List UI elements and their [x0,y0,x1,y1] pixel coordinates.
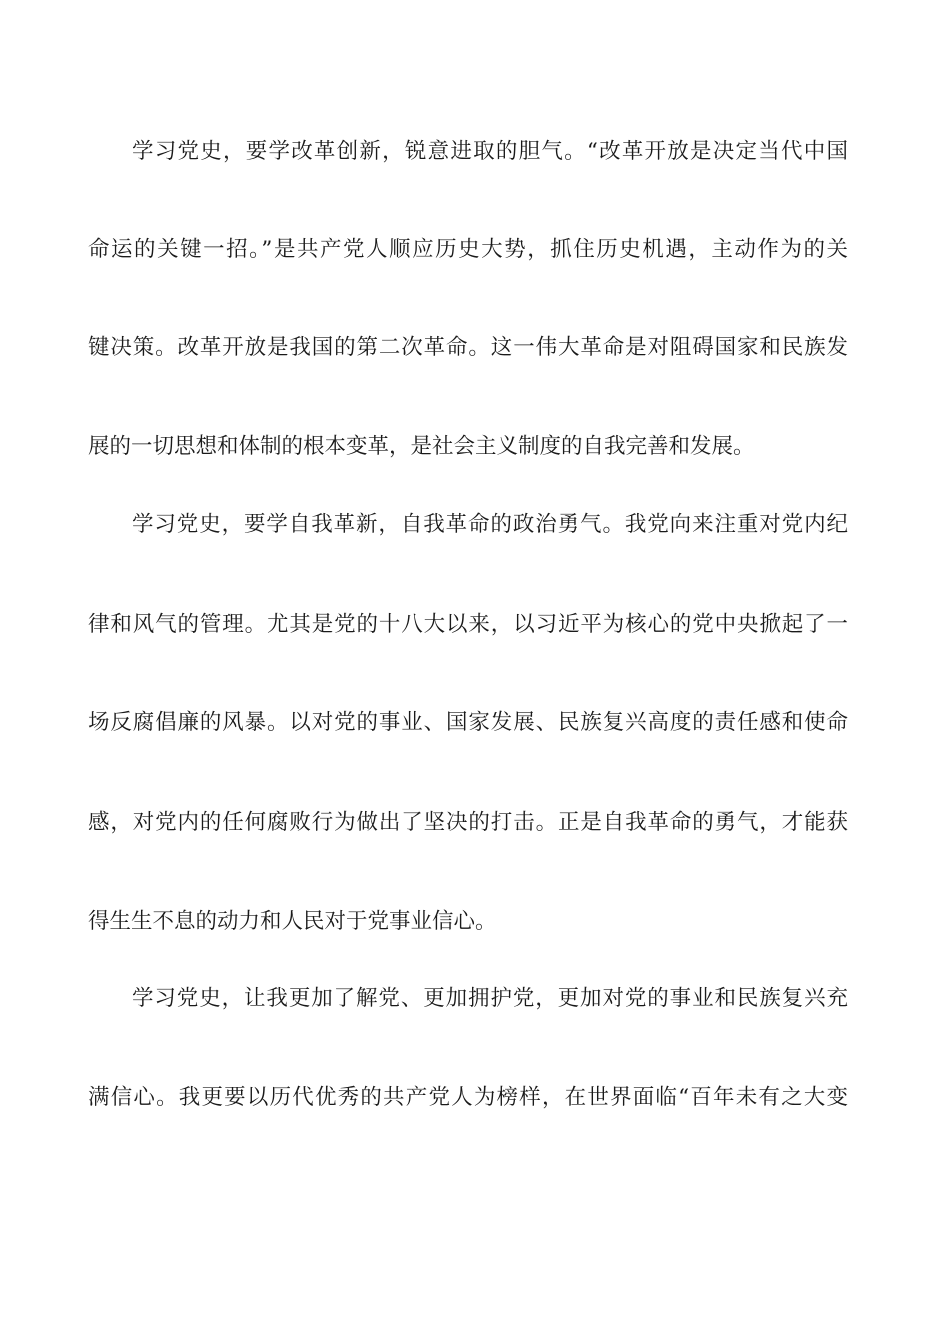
paragraph-1-line-2: 命运的关键一招。”是共产党人顺应历史大势，抓住历史机遇，主动作为的关 [88,237,848,262]
paragraph-1-line-1: 学习党史，要学改革创新，锐意进取的胆气。“改革开放是决定当代中国 [132,139,848,164]
paragraph-2-line-2: 律和风气的管理。尤其是党的十八大以来，以习近平为核心的党中央掀起了一 [88,612,848,637]
paragraph-2-line-3: 场反腐倡廉的风暴。以对党的事业、国家发展、民族复兴高度的责任感和使命 [88,710,848,735]
paragraph-3-line-2: 满信心。我更要以历代优秀的共产党人为榜样，在世界面临“百年未有之大变 [88,1085,848,1110]
paragraph-2-line-4: 感，对党内的任何腐败行为做出了坚决的打击。正是自我革命的勇气，才能获 [88,810,848,835]
paragraph-2-line-5: 得生生不息的动力和人民对于党事业信心。 [88,909,497,934]
paragraph-2-line-1: 学习党史，要学自我革新，自我革命的政治勇气。我党向来注重对党内纪 [132,512,848,537]
paragraph-3-line-1: 学习党史，让我更加了解党、更加拥护党，更加对党的事业和民族复兴充 [132,986,848,1011]
paragraph-1-line-3: 键决策。改革开放是我国的第二次革命。这一伟大革命是对阻碍国家和民族发 [88,335,848,360]
paragraph-1-line-4: 展的一切思想和体制的根本变革，是社会主义制度的自我完善和发展。 [88,434,755,459]
